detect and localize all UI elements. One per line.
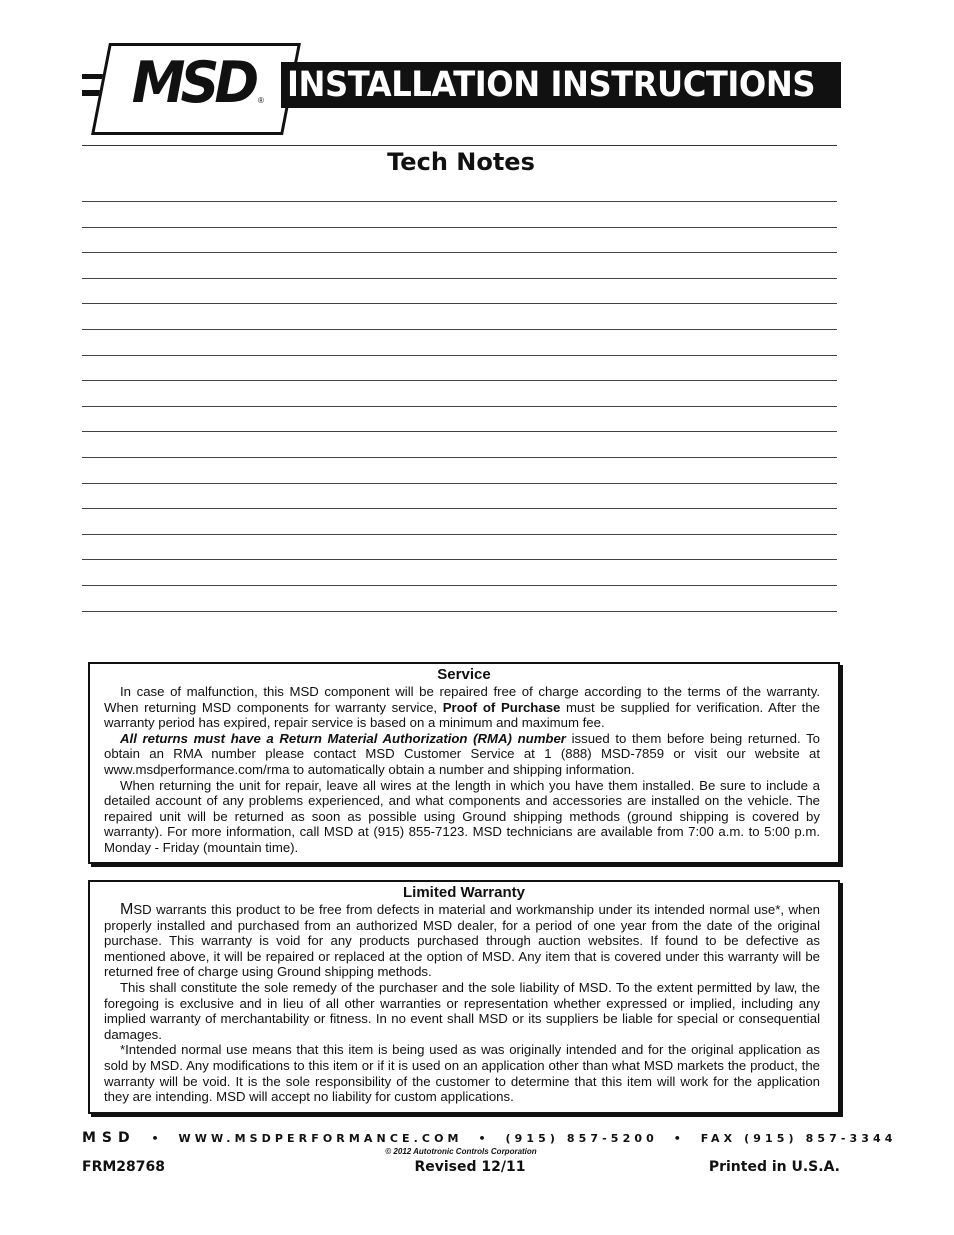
service-box: [88, 662, 840, 864]
note-line: [82, 559, 837, 560]
footer-website: WWW.MSDPERFORMANCE.COM: [178, 1132, 463, 1145]
note-line: [82, 201, 837, 202]
note-line: [82, 457, 837, 458]
warranty-title: Limited Warranty: [403, 884, 525, 901]
warranty-paragraph-1: MSD warrants this product to be free from defects in material and workmanship under its intended normal use*, when properly installed and purchased from an authorized MSD dealer, for a period of one year from the date of the original purchase. This warranty is void for any products purchased through auction websites. If found to be defective as mentioned above, it will be repaired or replaced at the option of MSD. Any item that is covered under this warranty will be returned free of charge using Ground shipping methods.: [104, 901, 820, 980]
note-line: [82, 611, 837, 612]
revision-date: Revised 12/11: [414, 1159, 526, 1175]
note-line: [82, 534, 837, 535]
section-divider: [82, 145, 837, 146]
registered-mark: ®: [258, 96, 264, 105]
form-number: FRM28768: [82, 1159, 165, 1175]
page-header: [82, 40, 842, 130]
note-line: [82, 406, 837, 407]
warranty-body: [90, 902, 838, 1105]
copyright: © 2012 Autotronic Controls Corporation: [385, 1147, 537, 1156]
note-line: [82, 380, 837, 381]
note-line: [82, 278, 837, 279]
warranty-paragraph-2: This shall constitute the sole remedy of the purchaser and the sole liability of MSD. To the extent permitted by law, the foregoing is exclusive and in lieu of all other warranties or representation whether expressed or implied, including any implied warranty of merchantability or fitness. In no event shall MSD or its suppliers be liable for special or consequential damages.: [104, 979, 820, 1042]
footer-phone: (915) 857-5200: [505, 1132, 658, 1145]
note-line: [82, 329, 837, 330]
warranty-paragraph-3: *Intended normal use means that this item is being used as was originally intended and for the original application as sold by MSD. Any modifications to this item or if it is used on an application other than what MSD markets the product, the warranty will be void. It is the sole responsibility of the customer to determine that this item will work for the application they are intending. MSD will accept no liability for custom applications.: [104, 1042, 820, 1105]
note-line: [82, 483, 837, 484]
service-paragraph-2: All returns must have a Return Material Authorization (RMA) number issued to them before being returned. To obtain an RMA number please contact MSD Customer Service at 1 (888) MSD-7859 or visit our website at www.msdperformance.com/rma to automatically obtain a number and shipping information.: [104, 730, 821, 777]
service-paragraph-1: In case of malfunction, this MSD component will be repaired free of charge according to the terms of the warranty. When returning MSD components for warranty service, Proof of Purchase must be supplied for verification. After the warranty period has expired, repair service is based on a minimum and maximum fee.: [104, 684, 821, 731]
service-paragraph-3: When returning the unit for repair, leave all wires at the length in which you have them installed. Be sure to include a detailed account of any problems experienced, and what components and accessories are installed on the vehicle. The repaired unit will be returned as soon as possible using Ground shipping methods (ground shipping is covered by warranty). For more information, call MSD at (915) 855-7123. MSD technicians are available from 7:00 a.m. to 5:00 p.m. Monday - Friday (mountain time).: [104, 777, 820, 855]
printed-in: Printed in U.S.A.: [708, 1159, 840, 1175]
document-title: INSTALLATION INSTRUCTIONS: [287, 65, 816, 105]
note-line: [82, 431, 837, 432]
logo-text: MSD: [131, 49, 255, 116]
tech-notes-title: Tech Notes: [387, 148, 535, 176]
note-line: [82, 252, 837, 253]
note-line: [82, 303, 837, 304]
note-line: [82, 508, 837, 509]
footer-contact-line: MSD • WWW.MSDPERFORMANCE.COM • (915) 857-5200 • FAX (915) 857-3344: [82, 1130, 897, 1146]
footer-fax: FAX (915) 857-3344: [700, 1132, 897, 1145]
service-body: [90, 684, 838, 856]
service-title: Service: [437, 666, 491, 683]
note-line: [82, 585, 837, 586]
note-line: [82, 355, 837, 356]
footer-brand: MSD: [82, 1130, 136, 1146]
warranty-box: [88, 880, 840, 1114]
note-line: [82, 227, 837, 228]
